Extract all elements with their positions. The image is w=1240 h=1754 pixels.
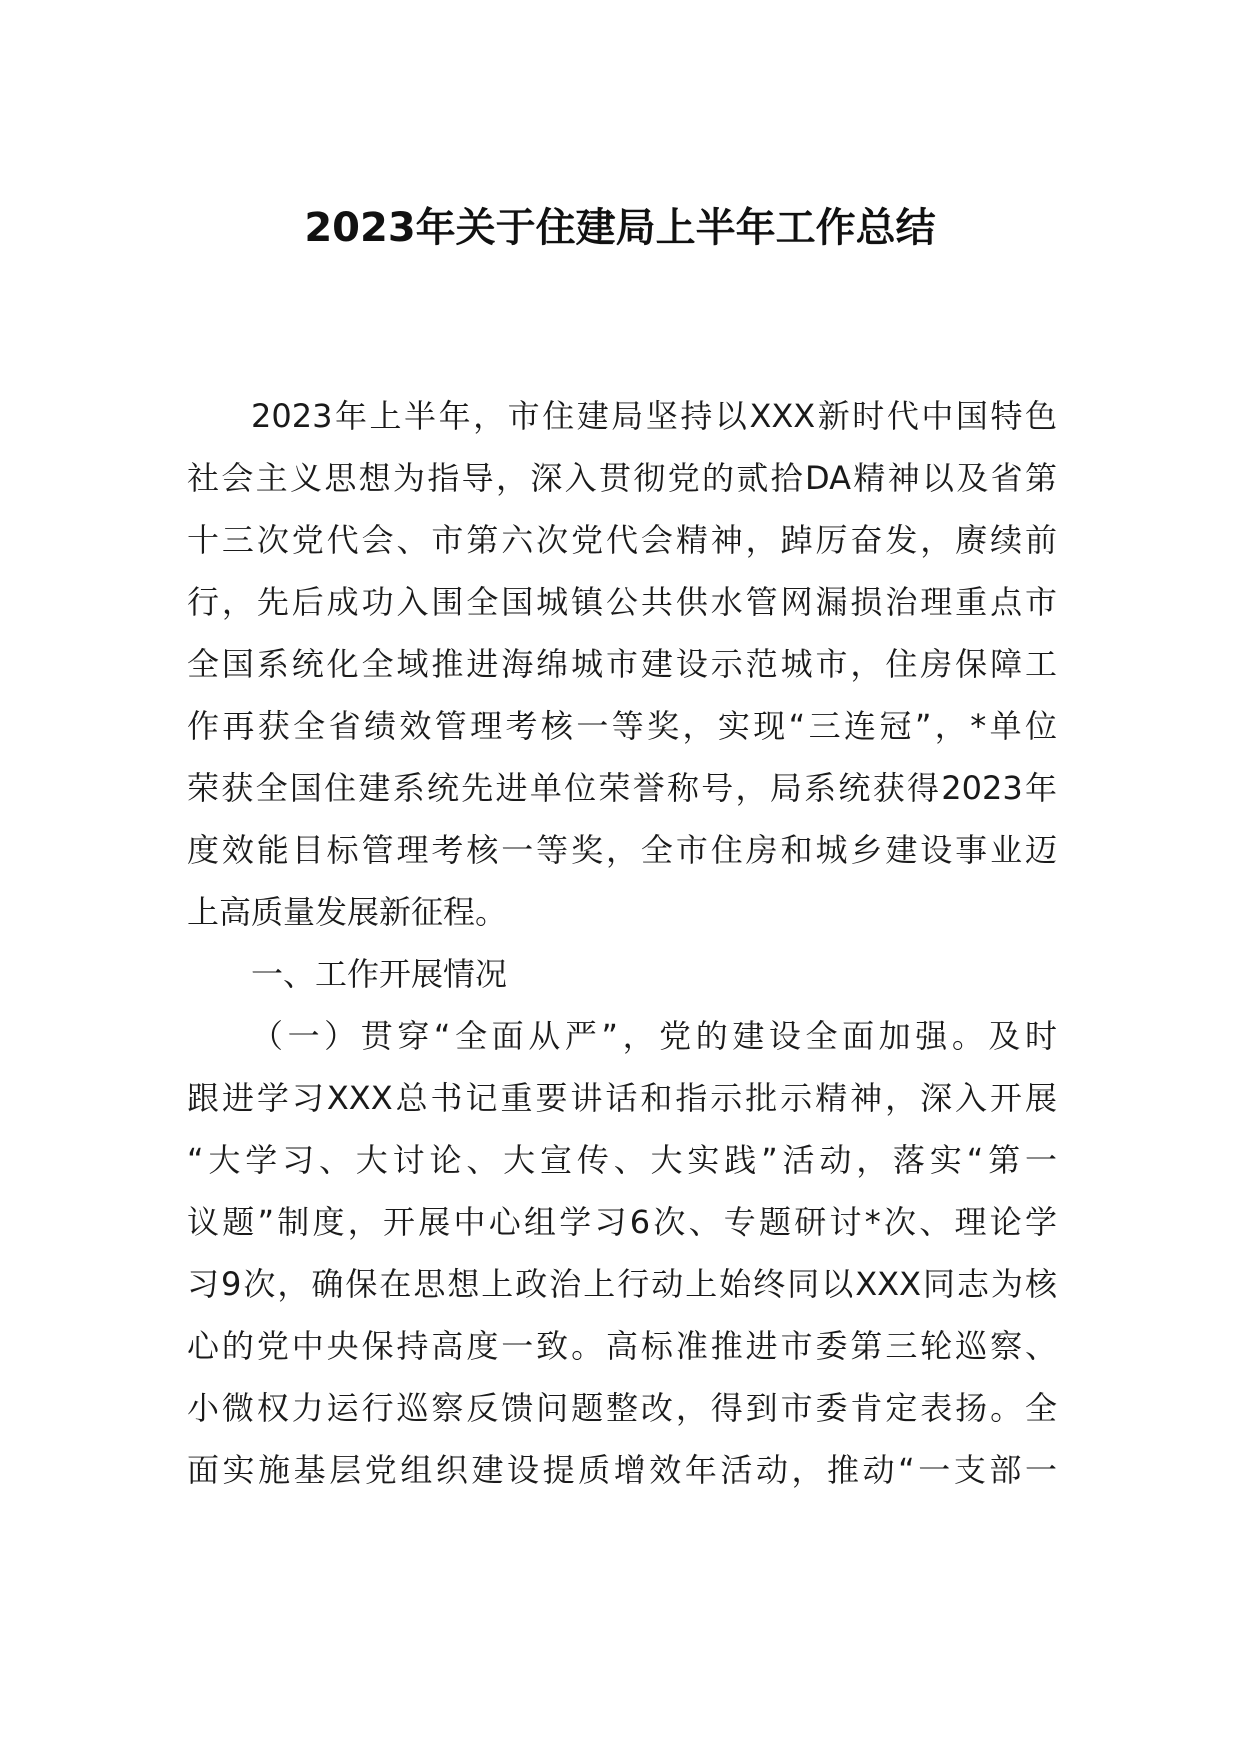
paragraph-line: “大学习、大讨论、大宣传、大实践”活动，落实“第一 — [187, 1141, 1057, 1179]
paragraph-line: 小微权力运行巡察反馈问题整改，得到市委肯定表扬。全 — [187, 1389, 1057, 1427]
paragraph-line: 议题”制度，开展中心组学习6次、专题研讨*次、理论学 — [187, 1203, 1057, 1241]
paragraph-line: 上高质量发展新征程。 — [187, 893, 508, 931]
paragraph-line: 跟进学习XXX总书记重要讲话和指示批示精神，深入开展 — [187, 1079, 1057, 1117]
paragraph-line: 十三次党代会、市第六次党代会精神，踔厉奋发，赓续前 — [187, 521, 1057, 559]
paragraph-line: 度效能目标管理考核一等奖，全市住房和城乡建设事业迈 — [187, 831, 1057, 869]
document-title: 2023年关于住建局上半年工作总结 — [304, 205, 936, 251]
paragraph-line: 全国系统化全域推进海绵城市建设示范城市，住房保障工 — [187, 645, 1057, 683]
paragraph-line: 2023年上半年，市住建局坚持以XXX新时代中国特色 — [251, 397, 1057, 435]
paragraph-line: 习9次，确保在思想上政治上行动上始终同以XXX同志为核 — [187, 1265, 1057, 1303]
paragraph-line: 荣获全国住建系统先进单位荣誉称号，局系统获得2023年 — [187, 769, 1057, 807]
paragraph-line: 社会主义思想为指导，深入贯彻党的贰拾DA精神以及省第 — [187, 459, 1057, 497]
document-body — [187, 385, 1057, 1501]
paragraph-line: 作再获全省绩效管理考核一等奖，实现“三连冠”，*单位 — [187, 707, 1057, 745]
section-heading: 一、工作开展情况 — [251, 955, 508, 993]
paragraph-line: 心的党中央保持高度一致。高标准推进市委第三轮巡察、 — [187, 1327, 1057, 1365]
paragraph-line: （一）贯穿“全面从严”，党的建设全面加强。及时 — [251, 1017, 1057, 1055]
paragraph-line: 行，先后成功入围全国城镇公共供水管网漏损治理重点市 — [187, 583, 1057, 621]
paragraph-line: 面实施基层党组织建设提质增效年活动，推动“一支部一 — [187, 1451, 1057, 1489]
